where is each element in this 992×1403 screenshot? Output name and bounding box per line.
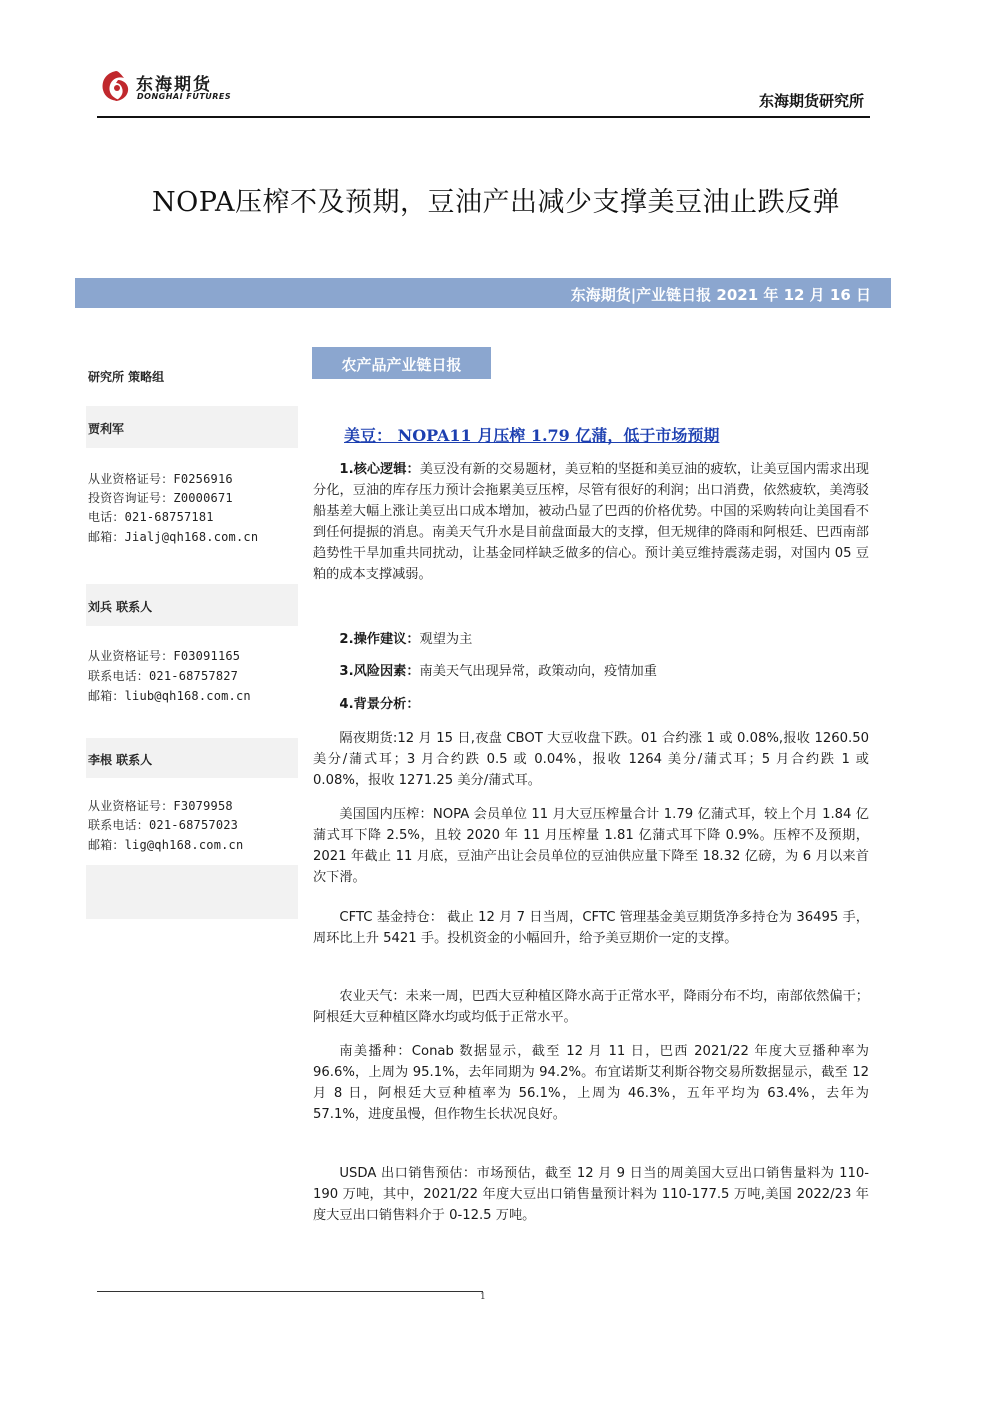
analyst-detail: 从业资格证号：F0256916 [88, 472, 233, 486]
paragraph-lead: 4.背景分析： [339, 697, 420, 712]
analyst-name: 贾利军 [88, 422, 125, 436]
document-title: NOPA压榨不及预期，豆油产出减少支撑美豆油止跌反弹 [152, 187, 840, 218]
report-banner [75, 278, 891, 308]
paragraph-lead: 3.风险因素： [339, 664, 420, 679]
logo-text-cn: 东海期货 [136, 75, 212, 95]
analyst-detail: 从业资格证号：F3079958 [88, 799, 233, 813]
analyst-email: 邮箱：Jialj@qh168.com.cn [88, 530, 259, 544]
paragraph-text: 观望为主 [419, 632, 473, 647]
paragraph-risk [313, 661, 869, 682]
analyst-name: 刘兵 联系人 [88, 600, 153, 614]
analyst-name: 李根 联系人 [88, 753, 153, 767]
analyst-detail: 联系电话：021-68757827 [88, 669, 239, 683]
analyst-detail: 联系电话：021-68757023 [88, 818, 239, 832]
section-tag [312, 347, 491, 379]
institute-name: 东海期货研究所 [758, 92, 864, 110]
paragraph-operation [313, 629, 869, 650]
section-tag-text: 农产品产业链日报 [341, 356, 462, 374]
analyst-email: 邮箱：liub@qh168.com.cn [88, 689, 251, 703]
analyst-detail: 投资咨询证号：Z0000671 [88, 491, 233, 505]
footer-divider [97, 1291, 483, 1292]
sidebar-group-label: 研究所 策略组 [88, 370, 165, 384]
paragraph-lead: 2.操作建议： [339, 632, 420, 647]
company-logo [98, 68, 232, 108]
logo-text-en: DONGHAI FUTURES [137, 92, 232, 101]
page-number: 1 [480, 1292, 486, 1302]
paragraph-core-logic [313, 459, 869, 619]
paragraph-crush: 美国国内压榨：NOPA 会员单位 11 月大豆压榨量合计 1.79 亿蒲式耳，较上个月 1.84 亿蒲式耳下降 2.5%，且较 2020 年 11 月压榨量 1.81 亿蒲式耳下降 0.9%。压榨不及预期，2021 年截止 11 月底，豆油产出让会员单位的豆油供应量下降至 18.32 亿磅，为 6 月以来首次下滑。 [313, 807, 869, 885]
paragraph-text: 美豆没有新的交易题材，美豆粕的坚挺和美豆油的疲软，让美豆国内需求出现分化，豆油的库存压力预计会拖累美豆压榨，尽管有很好的利润；出口消费，依然疲软，美湾驳船基差大幅上涨让美豆出口成本增加，被动凸显了巴西的价格优势。中国的采购转向让美国看不到任何提振的消息。南美天气升水是目前盘面最大的支撑，但无规律的降雨和阿根廷、巴西南部趋势性干旱加重共同扰动，让基金同样缺乏做多的信心。预计美豆维持震荡走弱，对国内 05 豆粕的成本支撑减弱。 [313, 462, 869, 582]
paragraph-background [313, 694, 869, 715]
sidebar-footer-band [86, 865, 298, 919]
analyst-detail: 从业资格证号：F03091165 [88, 649, 241, 663]
analyst-email: 邮箱：lig@qh168.com.cn [88, 838, 244, 852]
paragraph-planting: 南美播种：Conab 数据显示，截至 12 月 11 日，巴西 2021/22 年度大豆播种率为 96.6%，上周为 95.1%，去年同期为 94.2%。布宜诺斯艾利斯谷物交易所数据显示，截至 12 月 8 日，阿根廷大豆种植率为 56.1%，上周为 46.3%，五年平均为 63.4%，去年为 57.1%，进度虽慢，但作物生长状况良好。 [313, 1044, 869, 1122]
header-divider [97, 116, 870, 118]
paragraph-text: 南美天气出现异常，政策动向，疫情加重 [419, 664, 657, 679]
paragraph-cftc: CFTC 基金持仓： 截止 12 月 7 日当周，CFTC 管理基金美豆期货净多持仓为 36495 手，周环比上升 5421 手。投机资金的小幅回升，给予美豆期价一定的支撑。 [313, 910, 869, 946]
article-subtitle: 美豆： NOPA11 月压榨 1.79 亿蒲，低于市场预期 [344, 426, 720, 445]
report-banner-text: 东海期货|产业链日报 2021 年 12 月 16 日 [570, 286, 871, 304]
donghai-logo-icon [98, 68, 134, 104]
paragraph-lead: 1.核心逻辑： [339, 462, 420, 477]
paragraph-overnight: 隔夜期货:12 月 15 日,夜盘 CBOT 大豆收盘下跌。01 合约涨 1 或 0.08%,报收 1260.50 美分/蒲式耳；3 月合约跌 0.5 或 0.04%，报收 1264 美分/蒲式耳；5 月合约跌 1 或 0.08%，报收 1271.25 美分/蒲式耳。 [313, 731, 869, 788]
paragraph-usda: USDA 出口销售预估：市场预估，截至 12 月 9 日当的周美国大豆出口销售量料为 110-190 万吨，其中，2021/22 年度大豆出口销售量预计料为 110-177.5 万吨,美国 2022/23 年度大豆出口销售料介于 0-12.5 万吨。 [313, 1166, 869, 1223]
analyst-detail: 电话：021-68757181 [88, 510, 214, 524]
paragraph-weather: 农业天气：未来一周，巴西大豆种植区降水高于正常水平，降雨分布不均，南部依然偏干；阿根廷大豆种植区降水均或均低于正常水平。 [313, 989, 869, 1025]
